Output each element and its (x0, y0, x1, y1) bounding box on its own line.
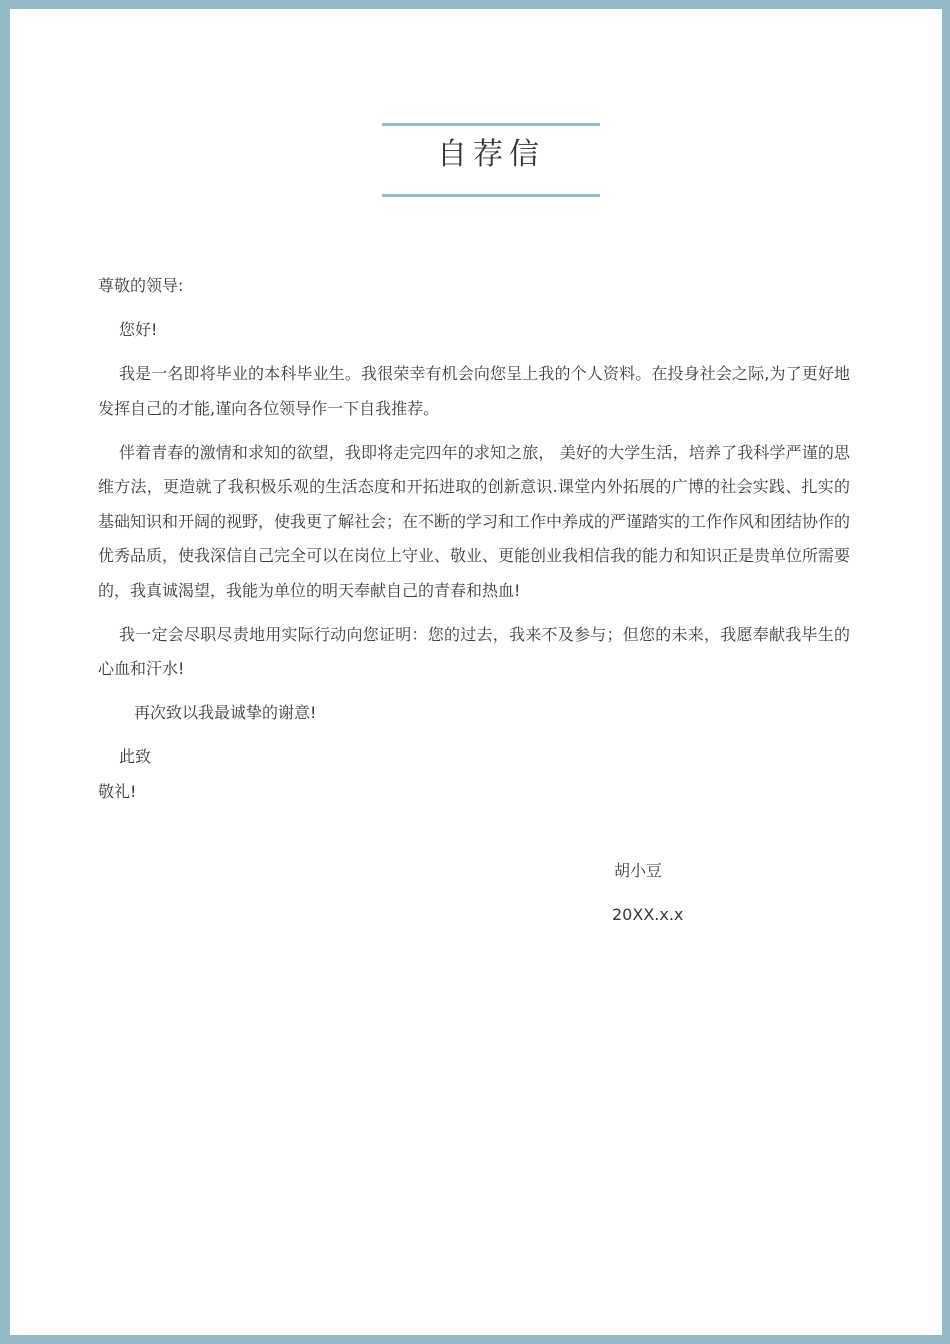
letter-page (10, 9, 942, 1335)
title-bottom-rule (382, 194, 600, 197)
page-title: 自荐信 (437, 137, 545, 172)
closing-line-1: 此致 (119, 747, 152, 766)
signature-name: 胡小豆 (614, 861, 663, 880)
paragraph-experience: 伴着青春的激情和求知的欲望，我即将走完四年的求知之旅， 美好的大学生活，培养了我科学严谨的思维方法，更造就了我积极乐观的生活态度和开拓进取的创新意识.课堂内外拓展的广博的社会实践、扎实的基础知识和开阔的视野，使我更了解社会；在不断的学习和工作中养成的严谨踏实的工作作风和团结协作的优秀品质，使我深信自己完全可以在岗位上守业、敬业、更能创业我相信我的能力和知识正是贵单位所需要的，我真诚渴望，我能为单位的明天奉献自己的青春和热血! (98, 442, 851, 600)
signature-block (612, 854, 812, 942)
closing-line-2: 敬礼! (98, 781, 137, 801)
letter-body (98, 269, 850, 819)
paragraph-commitment: 我一定会尽职尽责地用实际行动向您证明：您的过去，我来不及参与；但您的未来，我愿奉献我毕生的心血和汗水! (98, 624, 850, 678)
thanks-line: 再次致以我最诚挚的谢意! (134, 703, 317, 722)
salutation: 您好! (119, 320, 158, 339)
title-top-rule (382, 123, 600, 126)
signature-date: 20XX.x.x (612, 905, 684, 924)
paragraph-intro: 我是一名即将毕业的本科毕业生。我很荣幸有机会向您呈上我的个人资料。在投身社会之际,为了更好地发挥自己的才能,谨向各位领导作一下自我推荐。 (98, 364, 850, 418)
greeting: 尊敬的领导: (98, 276, 184, 295)
title-block (382, 123, 600, 198)
